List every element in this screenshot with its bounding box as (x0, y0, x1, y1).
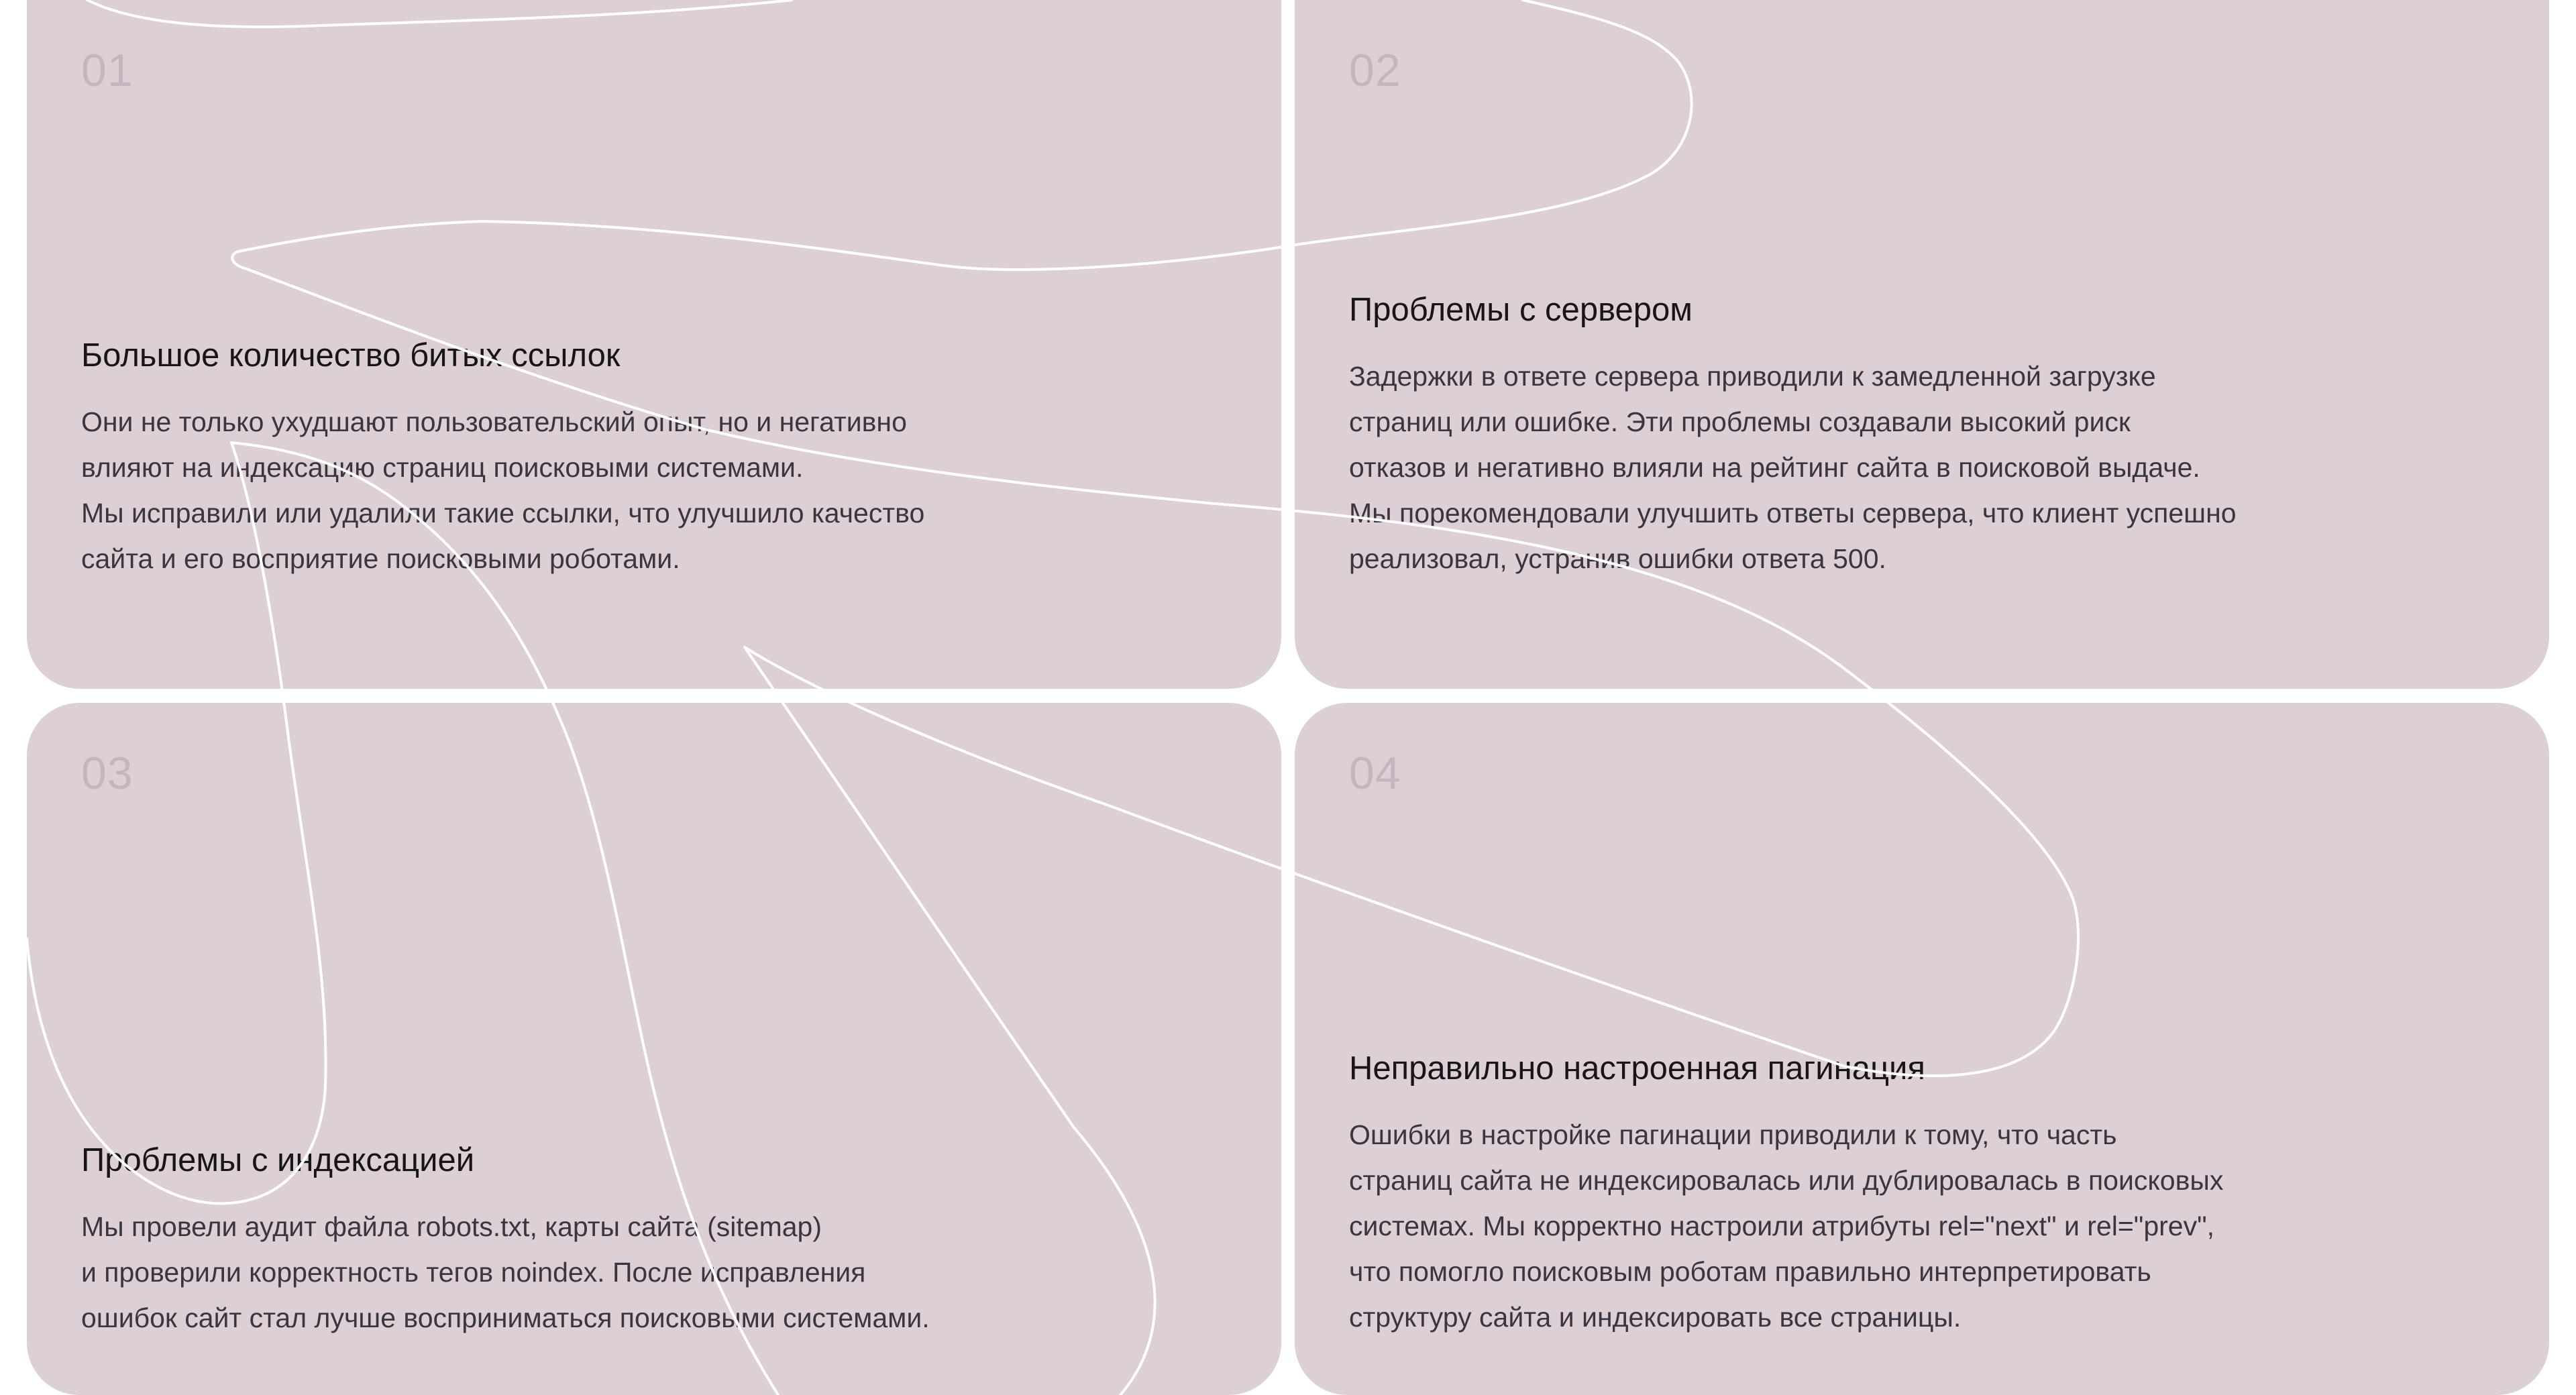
description-line: реализовал, устранив ошибки ответа 500. (1349, 543, 1886, 574)
description-line: системах. Мы корректно настроили атрибуты rel="next" и rel="prev", (1349, 1211, 2215, 1241)
card-number: 04 (1349, 748, 1401, 799)
card-title: Проблемы с сервером (1349, 292, 1693, 328)
description-line: Задержки в ответе сервера приводили к замедленной загрузке (1349, 361, 2156, 392)
card-number: 02 (1349, 45, 1401, 96)
card-description (1349, 353, 2355, 581)
problem-card-pagination (1295, 703, 2549, 1395)
description-line: влияют на индексацию страниц поисковыми системами. (81, 452, 804, 483)
card-title: Большое количество битых ссылок (81, 337, 621, 374)
description-line: ошибок сайт стал лучше восприниматься поисковыми системами. (81, 1302, 930, 1333)
problem-card-server (1295, 0, 2549, 689)
description-line: страниц или ошибке. Эти проблемы создавали высокий риск (1349, 406, 2131, 437)
description-line: Мы порекомендовали улучшить ответы сервера, что клиент успешно (1349, 498, 2237, 528)
description-line: Мы провели аудит файла robots.txt, карты сайта (sitemap) (81, 1211, 822, 1242)
card-description (1349, 1112, 2355, 1340)
description-line: и проверили корректность тегов noindex. После исправления (81, 1257, 866, 1288)
description-line: страниц сайта не индексировалась или дублировалась в поисковых (1349, 1165, 2224, 1196)
card-description (81, 399, 1087, 581)
card-title: Проблемы с индексацией (81, 1142, 475, 1178)
problem-card-broken-links (27, 0, 1281, 689)
card-description (81, 1204, 1087, 1341)
card-number: 01 (81, 45, 133, 96)
description-line: структуру сайта и индексировать все страницы. (1349, 1302, 1962, 1333)
description-line: отказов и негативно влияли на рейтинг сайта в поисковой выдаче. (1349, 452, 2200, 483)
card-title: Неправильно настроенная пагинация (1349, 1050, 1925, 1086)
card-number: 03 (81, 748, 133, 799)
description-line: Мы исправили или удалили такие ссылки, что улучшило качество (81, 498, 925, 528)
description-line: что помогло поисковым роботам правильно интерпретировать (1349, 1256, 2151, 1287)
problem-card-indexing (27, 703, 1281, 1395)
description-line: Ошибки в настройке пагинации приводили к тому, что часть (1349, 1119, 2117, 1150)
description-line: сайта и его восприятие поисковыми роботами. (81, 543, 680, 574)
description-line: Они не только ухудшают пользовательский опыт, но и негативно (81, 406, 907, 437)
